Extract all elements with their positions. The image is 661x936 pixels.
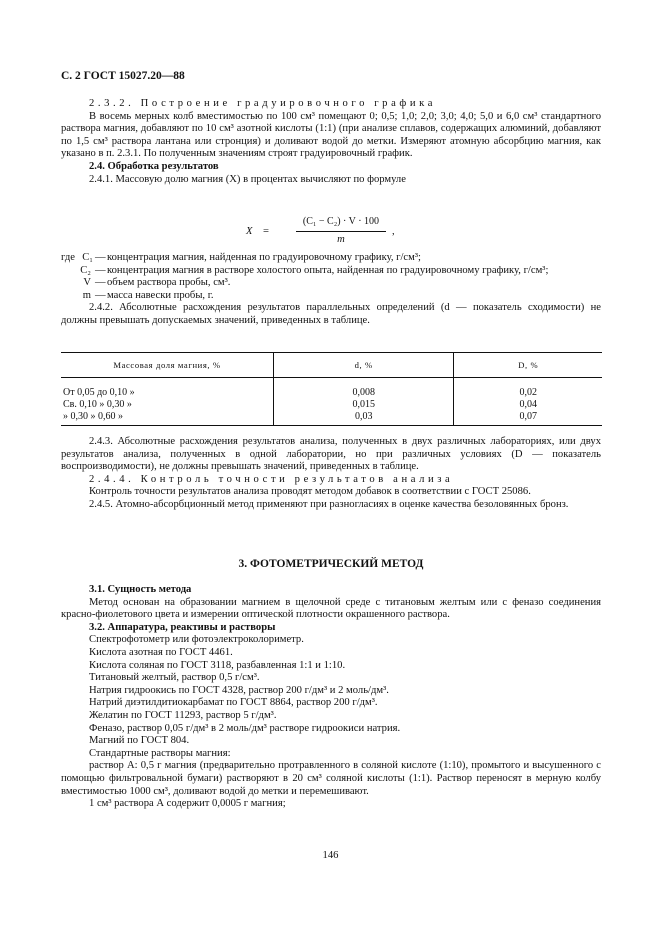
var-symbol: C₁	[82, 252, 93, 263]
table-cell: 0,04	[454, 399, 602, 411]
list-item: Кислота соляная по ГОСТ 3118, разбавленная 1:1 и 1:10.	[89, 659, 346, 671]
table-row	[61, 378, 602, 399]
section-2-4-3: 2.4.3. Абсолютные расхождения результатов анализа, полученных в двух различных лабораториях, или двух результатов анализа, полученных в одной лаборатории, но при различных условиях (D — показатель воспроизводимости), не должны превышать значений, приведенных в таблице.	[61, 436, 601, 473]
list-item: Феназо, раствор 0,05 г/дм³ в 2 моль/дм³ растворе гидроокиси натрия.	[89, 722, 401, 734]
table-cell: Св. 0,10 » 0,30 »	[63, 398, 132, 410]
variable-list	[61, 252, 601, 328]
table-header-row	[61, 353, 602, 378]
list-item: Кислота азотная по ГОСТ 4461.	[89, 646, 233, 658]
table-cell: » 0,30 » 0,60 »	[61, 411, 274, 426]
table-row	[61, 399, 602, 411]
list-item: Титановый желтый, раствор 0,5 г/см³.	[89, 672, 260, 684]
section-3-1-body: Метод основан на образовании магнием в щелочной среде с титановым желтым или с феназо соединения красно-фиолетового цвета и измерении оптической плотности окрашенного раствора.	[61, 596, 601, 621]
var-prefix: где	[61, 252, 75, 263]
list-item: Стандартные растворы магния:	[89, 747, 231, 759]
var-text: объем раствора пробы, см³.	[107, 277, 231, 289]
table-row	[61, 411, 602, 426]
section-2-4-4-title: 2.4.4. Контроль точности результатов анализа	[89, 473, 454, 485]
formula-tail: ,	[392, 226, 395, 237]
table-cell: 0,015	[274, 399, 454, 411]
table-cell: 0,02	[454, 378, 602, 399]
section-3-1-title: 3.1. Сущность метода	[89, 584, 192, 595]
var-symbol: C₂	[80, 264, 91, 276]
page-number: 146	[322, 850, 339, 861]
table-header: D, %	[454, 353, 602, 378]
table-header: Массовая доля магния, %	[61, 353, 274, 378]
section-2-4-3-to-5	[61, 436, 601, 512]
list-item: Натрия гидроокись по ГОСТ 4328, раствор 200 г/дм³ и 2 моль/дм³.	[89, 684, 389, 696]
formula-eq: =	[263, 226, 269, 237]
solution-a-concentration: 1 см³ раствора А содержит 0,0005 г магния;	[89, 798, 286, 810]
section-2-3-2-title: 2.3.2. Построение градуировочного графика	[89, 98, 437, 109]
section-3-title: 3. ФОТОМЕТРИЧЕСКИЙ МЕТОД	[238, 558, 424, 570]
list-item: Магний по ГОСТ 804.	[89, 735, 190, 747]
var-v	[61, 277, 601, 290]
section-3-body	[61, 584, 601, 811]
var-m	[61, 290, 601, 303]
section-2-3-2	[61, 98, 601, 186]
formula-fraction-bar	[296, 231, 386, 232]
var-c2	[61, 265, 601, 278]
table-cell: 0,07	[454, 411, 602, 426]
var-symbol: V	[83, 277, 91, 289]
table-cell: 0,008	[274, 378, 454, 399]
var-text: концентрация магния в растворе холостого опыта, найденная по градуировочному графику, г/см³;	[107, 264, 549, 276]
section-2-4-5: 2.4.5. Атомно-абсорбционный метод применяют при разногласиях в оценке качества безоловянных бронз.	[89, 498, 569, 510]
var-dash: —	[95, 264, 106, 276]
table-header: d, %	[274, 353, 454, 378]
list-item: Натрий диэтилдитиокарбамат по ГОСТ 8864, раствор 200 г/дм³.	[89, 697, 378, 709]
tolerance-table	[61, 352, 602, 426]
formula	[246, 216, 446, 250]
section-3-2-title: 3.2. Аппаратура, реактивы и растворы	[89, 621, 276, 633]
section-2-4-2: 2.4.2. Абсолютные расхождения результатов параллельных определений (d — показатель сходимости) не должны превышать допускаемых значений, приведенных в таблице.	[61, 302, 601, 326]
var-dash: —	[95, 277, 106, 289]
page-header: С. 2 ГОСТ 15027.20—88	[61, 70, 185, 82]
table-cell: От 0,05 до 0,10 »	[63, 387, 135, 398]
var-text: концентрация магния, найденная по градуировочному графику, г/см³;	[107, 252, 421, 263]
var-dash: —	[95, 289, 106, 301]
section-2-4-4-body: Контроль точности результатов анализа проводят методом добавок в соответствии с ГОСТ 25086.	[89, 486, 531, 498]
list-item: Желатин по ГОСТ 11293, раствор 5 г/дм³.	[89, 709, 277, 721]
var-text: масса навески пробы, г.	[107, 289, 214, 301]
list-item: Спектрофотометр или фотоэлектроколориметр.	[89, 634, 304, 646]
var-c1	[61, 252, 601, 265]
var-symbol: m	[82, 289, 91, 301]
section-2-4-title: 2.4. Обработка результатов	[89, 160, 219, 172]
formula-numerator: (C₁ − C₂) · V · 100	[302, 216, 380, 227]
formula-denominator: m	[337, 234, 345, 245]
table-cell: 0,03	[274, 411, 454, 426]
section-2-4-1: 2.4.1. Массовую долю магния (X) в процентах вычисляют по формуле	[89, 173, 406, 185]
solution-a: раствор А: 0,5 г магния (предварительно протравленного в соляной кислоте (1:10), промытого и высушенного с помощью фильтровальной бумаги) растворяют в 20 см³ соляной кислоты (1:1). Раствор переносят в мерную колбу вместимостью 1000 см³, доливают водой до метки и перемешивают.	[61, 760, 601, 797]
formula-lhs: X	[246, 226, 253, 237]
section-2-3-2-body: В восемь мерных колб вместимостью по 100 см³ помещают 0; 0,5; 1,0; 2,0; 3,0; 4,0; 5,0 и 6,0 см³ стандартного раствора магния, добавляют по 10 см³ азотной кислоты (1:1) (при анализе сплавов, содержащих алюминий, добавляют по 1,5 см³ раствора лантана или стронция) и доливают водой до метки. Измеряют атомную абсорбцию магния, как указано в п. 2.3.1. По полученным значениям строят градуировочный график.	[61, 110, 601, 160]
var-dash: —	[95, 252, 106, 263]
